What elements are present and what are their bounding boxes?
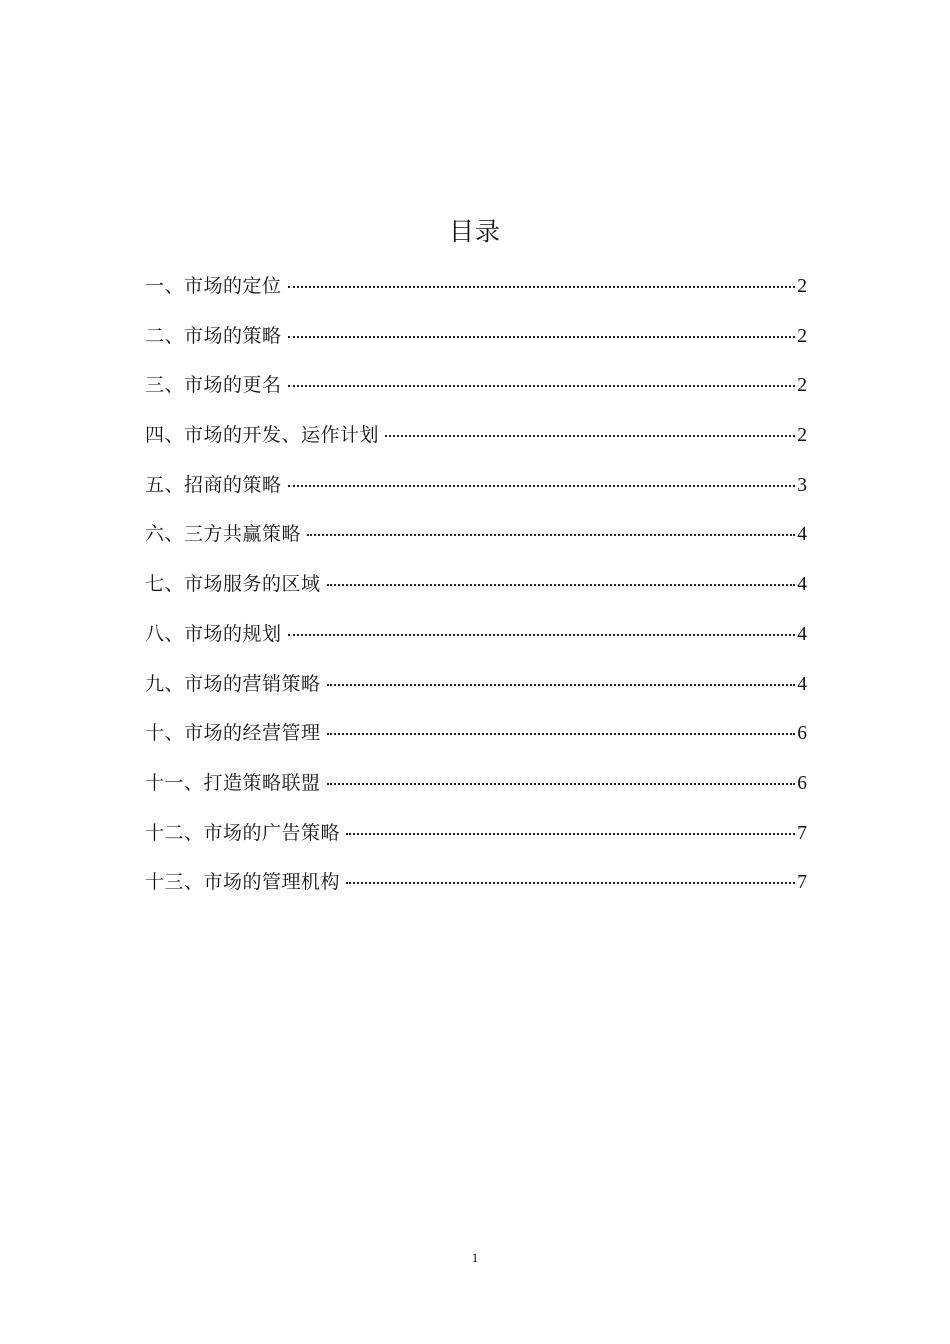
dot-leader bbox=[385, 435, 795, 437]
toc-entry-label: 七、市场服务的区域 bbox=[145, 573, 321, 596]
dot-leader bbox=[327, 584, 796, 586]
toc-entry[interactable] bbox=[145, 314, 807, 364]
dot-leader bbox=[288, 634, 796, 636]
toc-entry[interactable] bbox=[145, 363, 807, 413]
toc-entry-page: 6 bbox=[797, 772, 807, 794]
dot-leader bbox=[288, 385, 796, 387]
toc-entry[interactable] bbox=[145, 811, 807, 861]
footer-page-number: 1 bbox=[471, 1250, 479, 1265]
toc-entry-label: 五、招商的策略 bbox=[145, 473, 282, 496]
toc-entry-page: 2 bbox=[797, 325, 807, 347]
toc-entry-page: 2 bbox=[797, 375, 807, 397]
toc-entry-page: 3 bbox=[797, 474, 807, 496]
toc-entry[interactable] bbox=[145, 761, 807, 811]
dot-leader bbox=[327, 684, 796, 686]
toc-entry-label: 十一、打造策略联盟 bbox=[145, 771, 321, 794]
dot-leader bbox=[288, 336, 796, 338]
toc-entry-label: 十三、市场的管理机构 bbox=[145, 871, 341, 894]
toc-entry[interactable] bbox=[145, 711, 807, 761]
dot-leader bbox=[346, 882, 795, 884]
dot-leader bbox=[288, 485, 796, 487]
toc-entry-label: 十、市场的经营管理 bbox=[145, 722, 321, 745]
toc-entry-label: 十二、市场的广告策略 bbox=[145, 821, 341, 844]
toc-entry-label: 四、市场的开发、运作计划 bbox=[145, 424, 380, 447]
toc-entry-page: 4 bbox=[797, 574, 807, 596]
toc-entry[interactable] bbox=[145, 612, 807, 662]
toc-entry[interactable] bbox=[145, 860, 807, 910]
dot-leader bbox=[327, 733, 796, 735]
toc-entry[interactable] bbox=[145, 264, 807, 314]
toc-title: 目录 bbox=[448, 217, 501, 246]
toc-entry-page: 2 bbox=[797, 276, 807, 297]
dot-leader bbox=[307, 534, 795, 536]
toc-entry-label: 二、市场的策略 bbox=[145, 324, 282, 347]
toc-entry-page: 2 bbox=[797, 425, 807, 447]
toc-entry-page: 4 bbox=[797, 623, 807, 645]
dot-leader bbox=[346, 833, 795, 835]
toc-entry[interactable] bbox=[145, 662, 807, 712]
toc-entry-label: 八、市场的规划 bbox=[145, 622, 282, 645]
toc-entry-label: 九、市场的营销策略 bbox=[145, 672, 321, 695]
dot-leader bbox=[327, 783, 796, 785]
dot-leader bbox=[288, 286, 796, 288]
toc-entry-page: 6 bbox=[797, 723, 807, 745]
toc-entry[interactable] bbox=[145, 413, 807, 463]
toc-entry[interactable] bbox=[145, 512, 807, 562]
toc-list bbox=[145, 264, 807, 910]
toc-entry-page: 4 bbox=[797, 673, 807, 695]
toc-entry-page: 4 bbox=[797, 524, 807, 546]
toc-entry-page: 7 bbox=[797, 822, 807, 844]
toc-entry-label: 六、三方共赢策略 bbox=[145, 523, 302, 546]
toc-entry-label: 三、市场的更名 bbox=[145, 374, 282, 397]
toc-entry[interactable] bbox=[145, 562, 807, 612]
toc-entry[interactable] bbox=[145, 463, 807, 513]
toc-entry-page: 7 bbox=[797, 872, 807, 894]
toc-entry-label: 一、市场的定位 bbox=[145, 275, 282, 297]
